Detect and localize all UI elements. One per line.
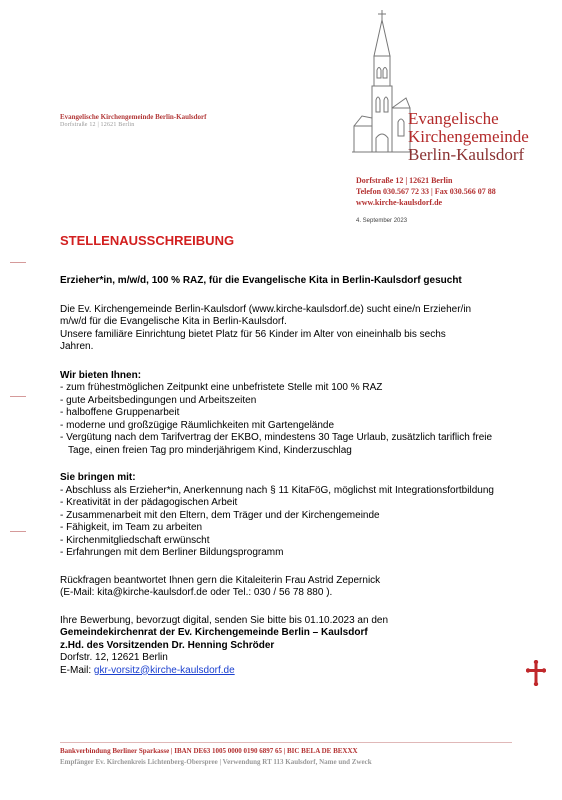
fold-mark <box>10 396 26 397</box>
list-item: - Zusammenarbeit mit den Eltern, dem Träger und der Kirchengemeinde <box>60 509 380 521</box>
intro-line: m/w/d für die Evangelische Kita in Berlin-Kaulsdorf. <box>60 316 287 327</box>
letter-date: 4. September 2023 <box>356 218 408 224</box>
application-recipient: Gemeindekirchenrat der Ev. Kirchengemeinde Berlin – Kaulsdorf <box>60 627 368 638</box>
contact-block <box>356 175 496 208</box>
org-name-line2: Kirchengemeinde <box>408 127 529 146</box>
requirements-list <box>60 485 510 560</box>
list-item: - gute Arbeitsbedingungen und Arbeitszeiten <box>60 394 257 406</box>
list-item: - zum frühestmöglichen Zeitpunkt eine unbefristete Stelle mit 100 % RAZ <box>60 382 383 393</box>
application-address: Dorfstr. 12, 12621 Berlin <box>60 652 168 663</box>
list-item: - halboffene Gruppenarbeit <box>60 407 180 418</box>
questions-line: (E-Mail: kita@kirche-kaulsdorf.de oder Tel.: 030 / 56 78 880 ). <box>60 587 333 598</box>
page-title: STELLENAUSSCHREIBUNG <box>60 233 235 248</box>
footer-recipient: Empfänger Ev. Kirchenkreis Lichtenberg-Oberspree | Verwendung RT 113 Kaulsdorf, Name und Zweck <box>60 758 372 766</box>
organization-name <box>408 110 529 164</box>
list-item: - moderne und großzügige Räumlichkeiten mit Gartengelände <box>60 419 335 431</box>
questions-line: Rückfragen beantwortet Ihnen gern die Kitaleiterin Frau Astrid Zepernick <box>60 574 381 586</box>
offer-list <box>60 382 510 457</box>
list-item: - Abschluss als Erzieher*in, Anerkennung nach § 11 KitaFöG, möglichst mit Integrationsfortbildung <box>60 484 494 496</box>
intro-line: Unsere familiäre Einrichtung bietet Platz für 56 Kinder im Alter von eineinhalb bis sechs <box>60 328 446 340</box>
offer-heading: Wir bieten Ihnen: <box>60 369 142 381</box>
requirements-heading: Sie bringen mit: <box>60 472 136 483</box>
sender-address: Dorfstraße 12 | 12621 Berlin <box>60 122 135 128</box>
org-name-line3: Berlin-Kaulsdorf <box>408 145 525 164</box>
fold-mark <box>10 531 26 532</box>
email-label: E-Mail: <box>60 664 94 676</box>
list-item: - Erfahrungen mit dem Berliner Bildungsprogramm <box>60 547 284 558</box>
church-logo-icon <box>352 8 412 158</box>
footer-divider <box>60 742 512 743</box>
contact-phone: Telefon 030.567 72 33 | Fax 030.566 07 88 <box>356 187 496 196</box>
footer-bank: Bankverbindung Berliner Sparkasse | IBAN DE63 1005 0000 0190 6897 65 | BIC BELA DE BEXXX <box>60 747 358 755</box>
contact-address: Dorfstraße 12 | 12621 Berlin <box>356 176 453 185</box>
application-recipient-attn: z.Hd. des Vorsitzenden Dr. Henning Schröder <box>60 639 275 651</box>
email-link[interactable]: gkr-vorsitz@kirche-kaulsdorf.de <box>93 664 235 676</box>
list-item: - Kirchenmitgliedschaft erwünscht <box>60 534 210 546</box>
intro-line: Die Ev. Kirchengemeinde Berlin-Kaulsdorf (www.kirche-kaulsdorf.de) sucht eine/n Erzieher/in <box>60 303 472 315</box>
contact-web: www.kirche-kaulsdorf.de <box>356 198 443 207</box>
org-name-line1: Evangelische <box>408 109 499 128</box>
list-item: - Kreativität in der pädagogischen Arbeit <box>60 497 238 508</box>
fold-mark <box>10 262 26 263</box>
list-item: - Fähigkeit, im Team zu arbeiten <box>60 522 203 533</box>
cross-icon <box>526 660 546 686</box>
job-subject: Erzieher*in, m/w/d, 100 % RAZ, für die Evangelische Kita in Berlin-Kaulsdorf gesucht <box>60 275 462 286</box>
intro-line: Jahren. <box>60 341 94 352</box>
letter-body <box>60 275 510 677</box>
application-line: Ihre Bewerbung, bevorzugt digital, senden Sie bitte bis 01.10.2023 an den <box>60 614 389 626</box>
sender-name: Evangelische Kirchengemeinde Berlin-Kaulsdorf <box>60 113 207 121</box>
list-item: - Vergütung nach dem Tarifvertrag der EKBO, mindestens 30 Tage Urlaub, zusätzlich tariflich freie Tage, einen freien Tag pro minderjährigem Kind, Kinderzuschlag <box>60 432 493 456</box>
application-email-line <box>60 665 510 678</box>
